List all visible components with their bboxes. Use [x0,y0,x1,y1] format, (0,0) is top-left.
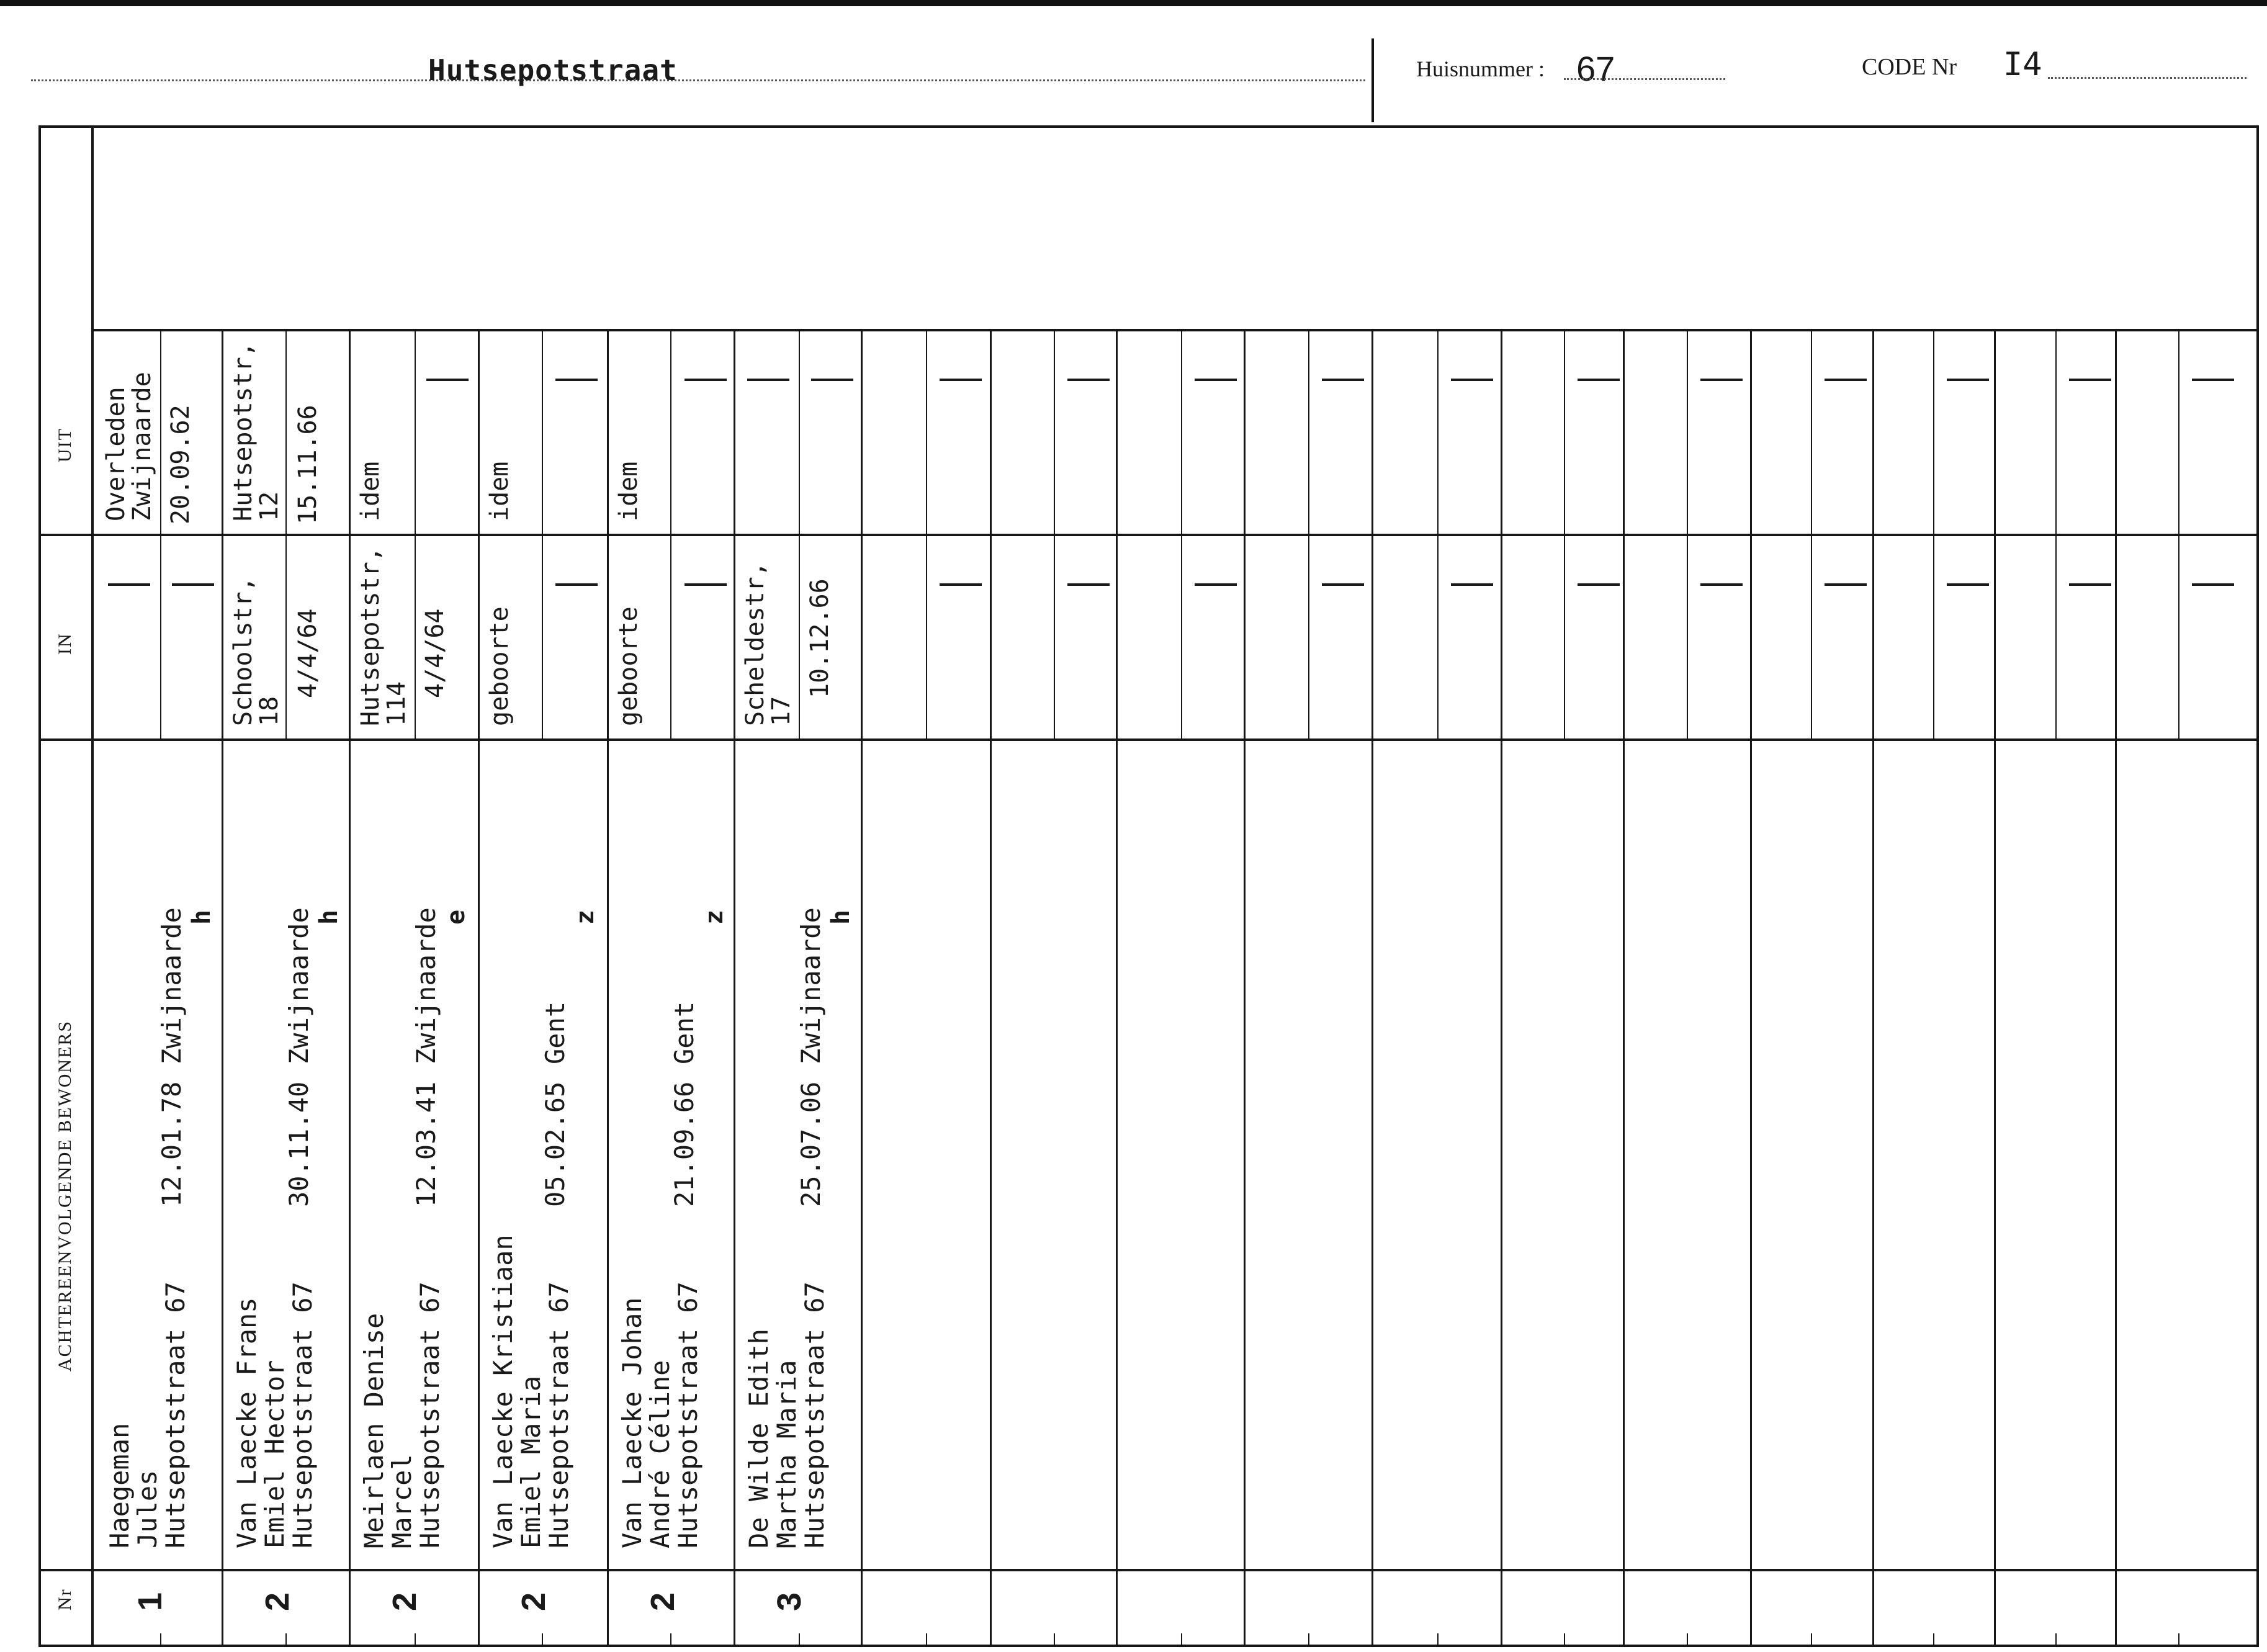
empty-cell-dash [685,583,727,586]
uit-half-divider [799,329,800,534]
resident-name-line1: Van Laecke Johan [617,1297,647,1548]
resident-address: Hutsepotstraat 67 [287,1282,318,1548]
empty-cell-dash [2069,583,2111,586]
empty-cell-dash [747,379,789,381]
resident-nr: 2 [515,1592,553,1612]
resident-birth-place: Gent [540,1001,570,1064]
bottom-tick [1564,1633,1565,1647]
in-half-divider [1181,534,1182,738]
resident-uit-place: idem [356,461,385,521]
in-half-divider [1437,534,1439,738]
in-half-divider [542,534,543,738]
uit-half-divider [1564,329,1565,534]
resident-birth-date: 25.07.06 [796,1081,826,1207]
in-half-divider [1811,534,1812,738]
column-label-in: IN [55,632,75,655]
empty-cell-dash [426,379,469,381]
resident-name-line1: De Wilde Edith [743,1328,774,1548]
empty-cell-dash [1825,379,1867,381]
bottom-tick [926,1633,927,1647]
uit-half-divider [1687,329,1688,534]
resident-address: Hutsepotstraat 67 [799,1282,830,1548]
resident-nr: 2 [386,1592,424,1612]
bottom-tick [1687,1633,1688,1647]
resident-birth-place: Gent [669,1001,699,1064]
code-label: CODE Nr [1862,54,1957,80]
nr-residents-divider [38,1569,2259,1571]
column-separator [607,329,609,1645]
resident-in-place: Schoolstr, 18 [229,577,284,726]
uit-half-divider [670,329,671,534]
resident-name-line2: Marcel [387,1454,417,1548]
empty-cell-dash [172,583,214,586]
bottom-tick [2055,1633,2057,1647]
empty-cell-dash [1067,379,1110,381]
house-number-value: 67 [1576,49,1615,88]
empty-cell-dash [2069,379,2111,381]
code-value: I4 [2003,46,2042,83]
bottom-tick [160,1633,161,1647]
house-number-label: Huisnummer : [1416,56,1545,81]
bottom-tick [542,1633,543,1647]
in-half-divider [1308,534,1309,738]
column-separator [1994,329,1996,1645]
uit-half-divider [1308,329,1309,534]
resident-flag: h [315,909,343,925]
empty-cell-dash [811,379,853,381]
resident-in-date: 10.12.66 [806,578,834,698]
resident-uit-date: 20.09.62 [166,405,195,524]
empty-cell-dash [1322,379,1364,381]
resident-in-place: Scheldestr, 17 [741,562,796,726]
empty-cell-dash [1451,379,1493,381]
column-separator [1872,329,1874,1645]
column-label-residents: ACHTEREENVOLGENDE BEWONERS [55,1020,75,1371]
uit-half-divider [1811,329,1812,534]
resident-birth-place: Zwijnaarde [284,907,314,1064]
in-half-divider [2178,534,2179,738]
resident-nr: 2 [644,1592,682,1612]
empty-cell-dash [2192,379,2234,381]
in-half-divider [1687,534,1688,738]
empty-cell-dash [1947,583,1989,586]
uit-half-divider [2055,329,2057,534]
resident-flag: z [700,909,729,925]
code-dotted-line [2048,77,2247,79]
bottom-tick [799,1633,800,1647]
in-half-divider [926,534,927,738]
resident-in-date: 4/4/64 [294,608,322,698]
in-half-divider [285,534,287,738]
column-separator [990,329,992,1645]
resident-address: Hutsepotstraat 67 [673,1282,703,1548]
resident-name-line2: Emiel Hector [259,1360,290,1548]
empty-cell-dash [555,379,598,381]
resident-name-line1: Van Laecke Kristiaan [488,1234,518,1548]
in-uit-divider [38,534,2259,536]
resident-birth-place: Zwijnaarde [796,907,826,1064]
empty-cell-dash [1578,583,1620,586]
resident-birth-date: 12.01.78 [156,1081,187,1207]
resident-name-line1: Haegeman [104,1422,135,1548]
resident-nr: 3 [771,1592,809,1612]
resident-in-place: geboorte [485,606,514,726]
empty-cell-dash [1578,379,1620,381]
empty-cell-dash [108,583,150,586]
resident-birth-date: 12.03.41 [411,1081,441,1207]
empty-cell-dash [1825,583,1867,586]
bottom-tick [1308,1633,1309,1647]
resident-in-place: Hutsepotstr, 114 [356,547,411,726]
table-top-border [38,125,2259,128]
empty-cell-dash [2192,583,2234,586]
table-left-border [38,125,41,1645]
column-separator [734,329,735,1645]
uit-half-divider [1933,329,1934,534]
empty-cell-dash [1451,583,1493,586]
street-dotted-line [31,79,1365,81]
resident-nr: 1 [132,1592,169,1612]
empty-cell-dash [1700,583,1743,586]
column-label-uit: UIT [55,428,75,462]
resident-flag: h [187,909,216,925]
column-separator [1501,329,1502,1645]
column-separator [2115,329,2117,1645]
column-separator [861,329,863,1645]
resident-name-line2: André Céline [645,1360,675,1548]
bottom-tick [1811,1633,1812,1647]
empty-cell-dash [1195,379,1237,381]
in-half-divider [670,534,671,738]
resident-name-line2: Emiel Maria [516,1375,546,1548]
bottom-tick [1437,1633,1439,1647]
bottom-tick [670,1633,671,1647]
resident-address: Hutsepotstraat 67 [415,1282,445,1548]
empty-cell-dash [1700,379,1743,381]
column-separator [1371,329,1373,1645]
table-right-border [2256,125,2259,1645]
resident-uit-place: Hutsepotstr, 12 [229,342,284,521]
house-number-dotted-line [1564,78,1725,80]
column-separator [1623,329,1625,1645]
bottom-tick [2178,1633,2179,1647]
bottom-tick [1181,1633,1182,1647]
resident-birth-place: Zwijnaarde [411,907,441,1064]
resident-flag: e [442,909,470,925]
in-half-divider [1933,534,1934,738]
resident-name-line2: Martha Maria [771,1360,802,1548]
column-separator [1116,329,1118,1645]
resident-uit-place: Overleden Zwijnaarde [102,372,156,521]
column-separator [1244,329,1246,1645]
bottom-tick [415,1633,416,1647]
empty-cell-dash [685,379,727,381]
uit-half-divider [542,329,543,534]
uit-half-divider [1181,329,1182,534]
resident-name-line1: Meirlaen Denise [359,1313,389,1548]
empty-cell-dash [1195,583,1237,586]
resident-uit-place: idem [614,461,643,521]
uit-half-divider [285,329,287,534]
empty-cell-dash [1067,583,1110,586]
uit-half-divider [415,329,416,534]
resident-name-line1: Van Laecke Frans [231,1297,262,1548]
bottom-tick [285,1633,287,1647]
resident-nr: 2 [259,1592,297,1612]
sheet-top-edge [0,0,2267,6]
empty-cell-dash [1322,583,1364,586]
resident-birth-date: 21.09.66 [669,1081,699,1207]
empty-cell-dash [940,379,982,381]
uit-half-divider [1437,329,1439,534]
resident-birth-date: 05.02.65 [540,1081,570,1207]
in-half-divider [1054,534,1055,738]
resident-in-place: geboorte [614,606,643,726]
empty-cell-dash [940,583,982,586]
residents-in-divider [38,738,2259,741]
resident-name-line2: Jules [132,1470,163,1548]
resident-birth-date: 30.11.40 [284,1081,314,1207]
column-label-nr: Nr [55,1588,75,1610]
resident-uit-place: idem [485,461,514,521]
resident-flag: z [571,909,599,925]
in-half-divider [415,534,416,738]
resident-in-date: 4/4/64 [421,608,449,698]
resident-flag: h [827,909,855,925]
in-half-divider [160,534,161,738]
column-separator [478,329,480,1645]
empty-cell-dash [555,583,598,586]
column-separator [222,329,223,1645]
in-half-divider [1564,534,1565,738]
in-half-divider [799,534,800,738]
uit-half-divider [160,329,161,534]
table-bottom-border [38,1645,2259,1647]
empty-cell-dash [1947,379,1989,381]
uit-half-divider [1054,329,1055,534]
street-name: Hutsepotstraat [428,53,678,87]
label-strip-divider [91,125,94,1645]
resident-address: Hutsepotstraat 67 [160,1282,191,1548]
bottom-tick [1933,1633,1934,1647]
in-half-divider [2055,534,2057,738]
column-separator [349,329,351,1645]
bottom-tick [1054,1633,1055,1647]
column-separator [1750,329,1752,1645]
resident-address: Hutsepotstraat 67 [544,1282,574,1548]
uit-half-divider [926,329,927,534]
resident-uit-date: 15.11.66 [294,405,322,524]
header-divider [1371,38,1374,122]
uit-half-divider [2178,329,2179,534]
resident-birth-place: Zwijnaarde [156,907,187,1064]
